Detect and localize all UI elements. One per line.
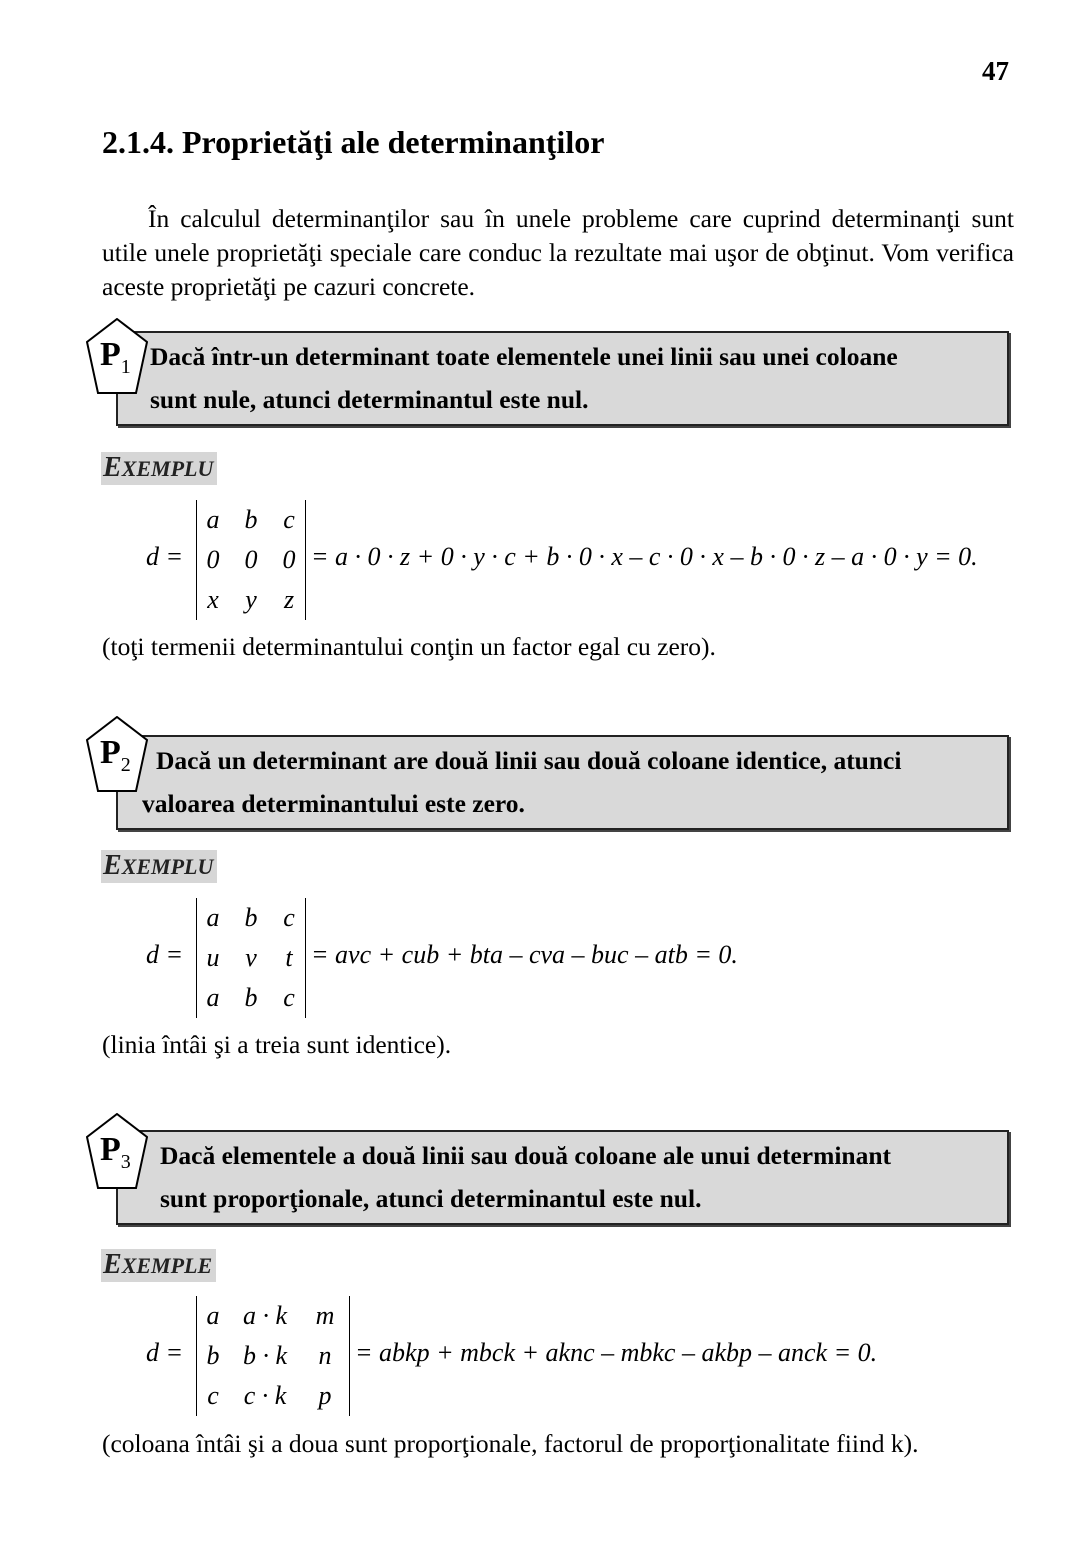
matrix-row: [197, 983, 305, 1013]
intro-paragraph: În calculul determinanţilor sau în unele probleme care cuprind determinanţi sunt utile unele proprietăţi speciale care conduc la rezultate mai uşor de obţinut. Vom verifica aceste proprietăţi pe cazuri concrete.: [102, 204, 1014, 301]
formula-lhs: d =: [146, 1338, 184, 1367]
matrix-cell: 0: [244, 545, 258, 574]
matrix-row: [197, 585, 305, 615]
matrix-cell: b · k: [242, 1341, 288, 1370]
matrix-cell: b: [244, 505, 258, 534]
example-label: [101, 850, 217, 883]
section-heading: 2.1.4. Proprietăţi ale determinanţilor: [102, 124, 605, 160]
property-text-line2: sunt nule, atunci determinantul este nul.: [150, 385, 589, 414]
property-label: [100, 734, 131, 777]
matrix-cell: b: [244, 983, 258, 1012]
property-text-line2: valoarea determinantului este zero.: [142, 789, 525, 818]
matrix-row: [197, 1341, 349, 1371]
matrix-cell: b: [206, 1341, 220, 1370]
matrix-cell: v: [245, 943, 257, 972]
example-note: (coloana întâi şi a doua sunt proporţionale, factorul de proporţionalitate fiind k).: [102, 1429, 919, 1458]
matrix-cell: z: [283, 585, 295, 614]
property-box: [116, 1130, 1009, 1225]
matrix-row: [197, 943, 305, 973]
matrix-cell: p: [318, 1381, 332, 1410]
matrix-cell: m: [315, 1301, 335, 1330]
matrix-cell: t: [285, 943, 293, 972]
property-box: [116, 331, 1009, 426]
example-initial: E: [103, 452, 122, 483]
matrix-cell: a · k: [242, 1301, 288, 1330]
matrix-cell: c: [283, 505, 295, 534]
matrix-row: [197, 545, 305, 575]
example-rest: XEMPLE: [121, 1253, 213, 1278]
formula-rhs: = abkp + mbck + aknc – mbkc – akbp – anck = 0.: [355, 1338, 878, 1367]
property-label: [100, 336, 131, 379]
matrix-cell: 0: [206, 545, 220, 574]
determinant-matrix: [196, 500, 306, 620]
determinant-matrix: [196, 898, 306, 1018]
matrix-row: [197, 1301, 349, 1331]
formula-lhs: d =: [146, 542, 184, 571]
property-box: [116, 735, 1009, 830]
property-text-line1: Dacă într-un determinant toate elementele unei linii sau unei coloane: [150, 342, 898, 371]
property-index: 3: [120, 1150, 131, 1173]
matrix-cell: a: [206, 505, 220, 534]
example-note: (linia întâi şi a treia sunt identice).: [102, 1030, 452, 1059]
example-label: [101, 1249, 216, 1282]
matrix-cell: a: [206, 983, 220, 1012]
matrix-cell: b: [244, 903, 258, 932]
matrix-cell: a: [206, 1301, 220, 1330]
example-initial: E: [103, 1249, 122, 1280]
property-index: 1: [120, 355, 131, 378]
example-initial: E: [103, 850, 122, 881]
property-letter: P: [100, 734, 121, 771]
property-label: [100, 1131, 131, 1174]
property-letter: P: [100, 336, 121, 373]
property-index: 2: [120, 753, 131, 776]
matrix-cell: c · k: [243, 1381, 287, 1410]
example-rest: XEMPLU: [121, 854, 214, 879]
example-rest: XEMPLU: [121, 456, 214, 481]
matrix-row: [197, 505, 305, 535]
matrix-cell: n: [318, 1341, 332, 1370]
matrix-cell: u: [206, 943, 220, 972]
property-letter: P: [100, 1131, 121, 1168]
matrix-cell: x: [207, 585, 219, 614]
property-text-line1: Dacă un determinant are două linii sau două coloane identice, atunci: [156, 746, 902, 775]
matrix-cell: c: [207, 1381, 219, 1410]
matrix-cell: 0: [282, 545, 296, 574]
formula-lhs: d =: [146, 940, 184, 969]
property-text-line1: Dacă elementele a două linii sau două coloane ale unui determinant: [160, 1141, 892, 1170]
matrix-cell: c: [283, 903, 295, 932]
matrix-row: [197, 1381, 349, 1411]
matrix-cell: y: [245, 585, 257, 614]
property-text-line2: sunt proporţionale, atunci determinantul este nul.: [160, 1184, 702, 1213]
formula-rhs: = a · 0 · z + 0 · y · c + b · 0 · x – c · 0 · x – b · 0 · z – a · 0 · y = 0.: [311, 542, 978, 571]
matrix-cell: c: [283, 983, 295, 1012]
matrix-cell: a: [206, 903, 220, 932]
example-note: (toţi termenii determinantului conţin un factor egal cu zero).: [102, 632, 716, 661]
matrix-row: [197, 903, 305, 933]
formula-rhs: = avc + cub + bta – cva – buc – atb = 0.: [311, 940, 738, 969]
determinant-matrix: [196, 1296, 350, 1416]
example-label: [101, 452, 217, 485]
page-number: 47: [982, 56, 1009, 86]
